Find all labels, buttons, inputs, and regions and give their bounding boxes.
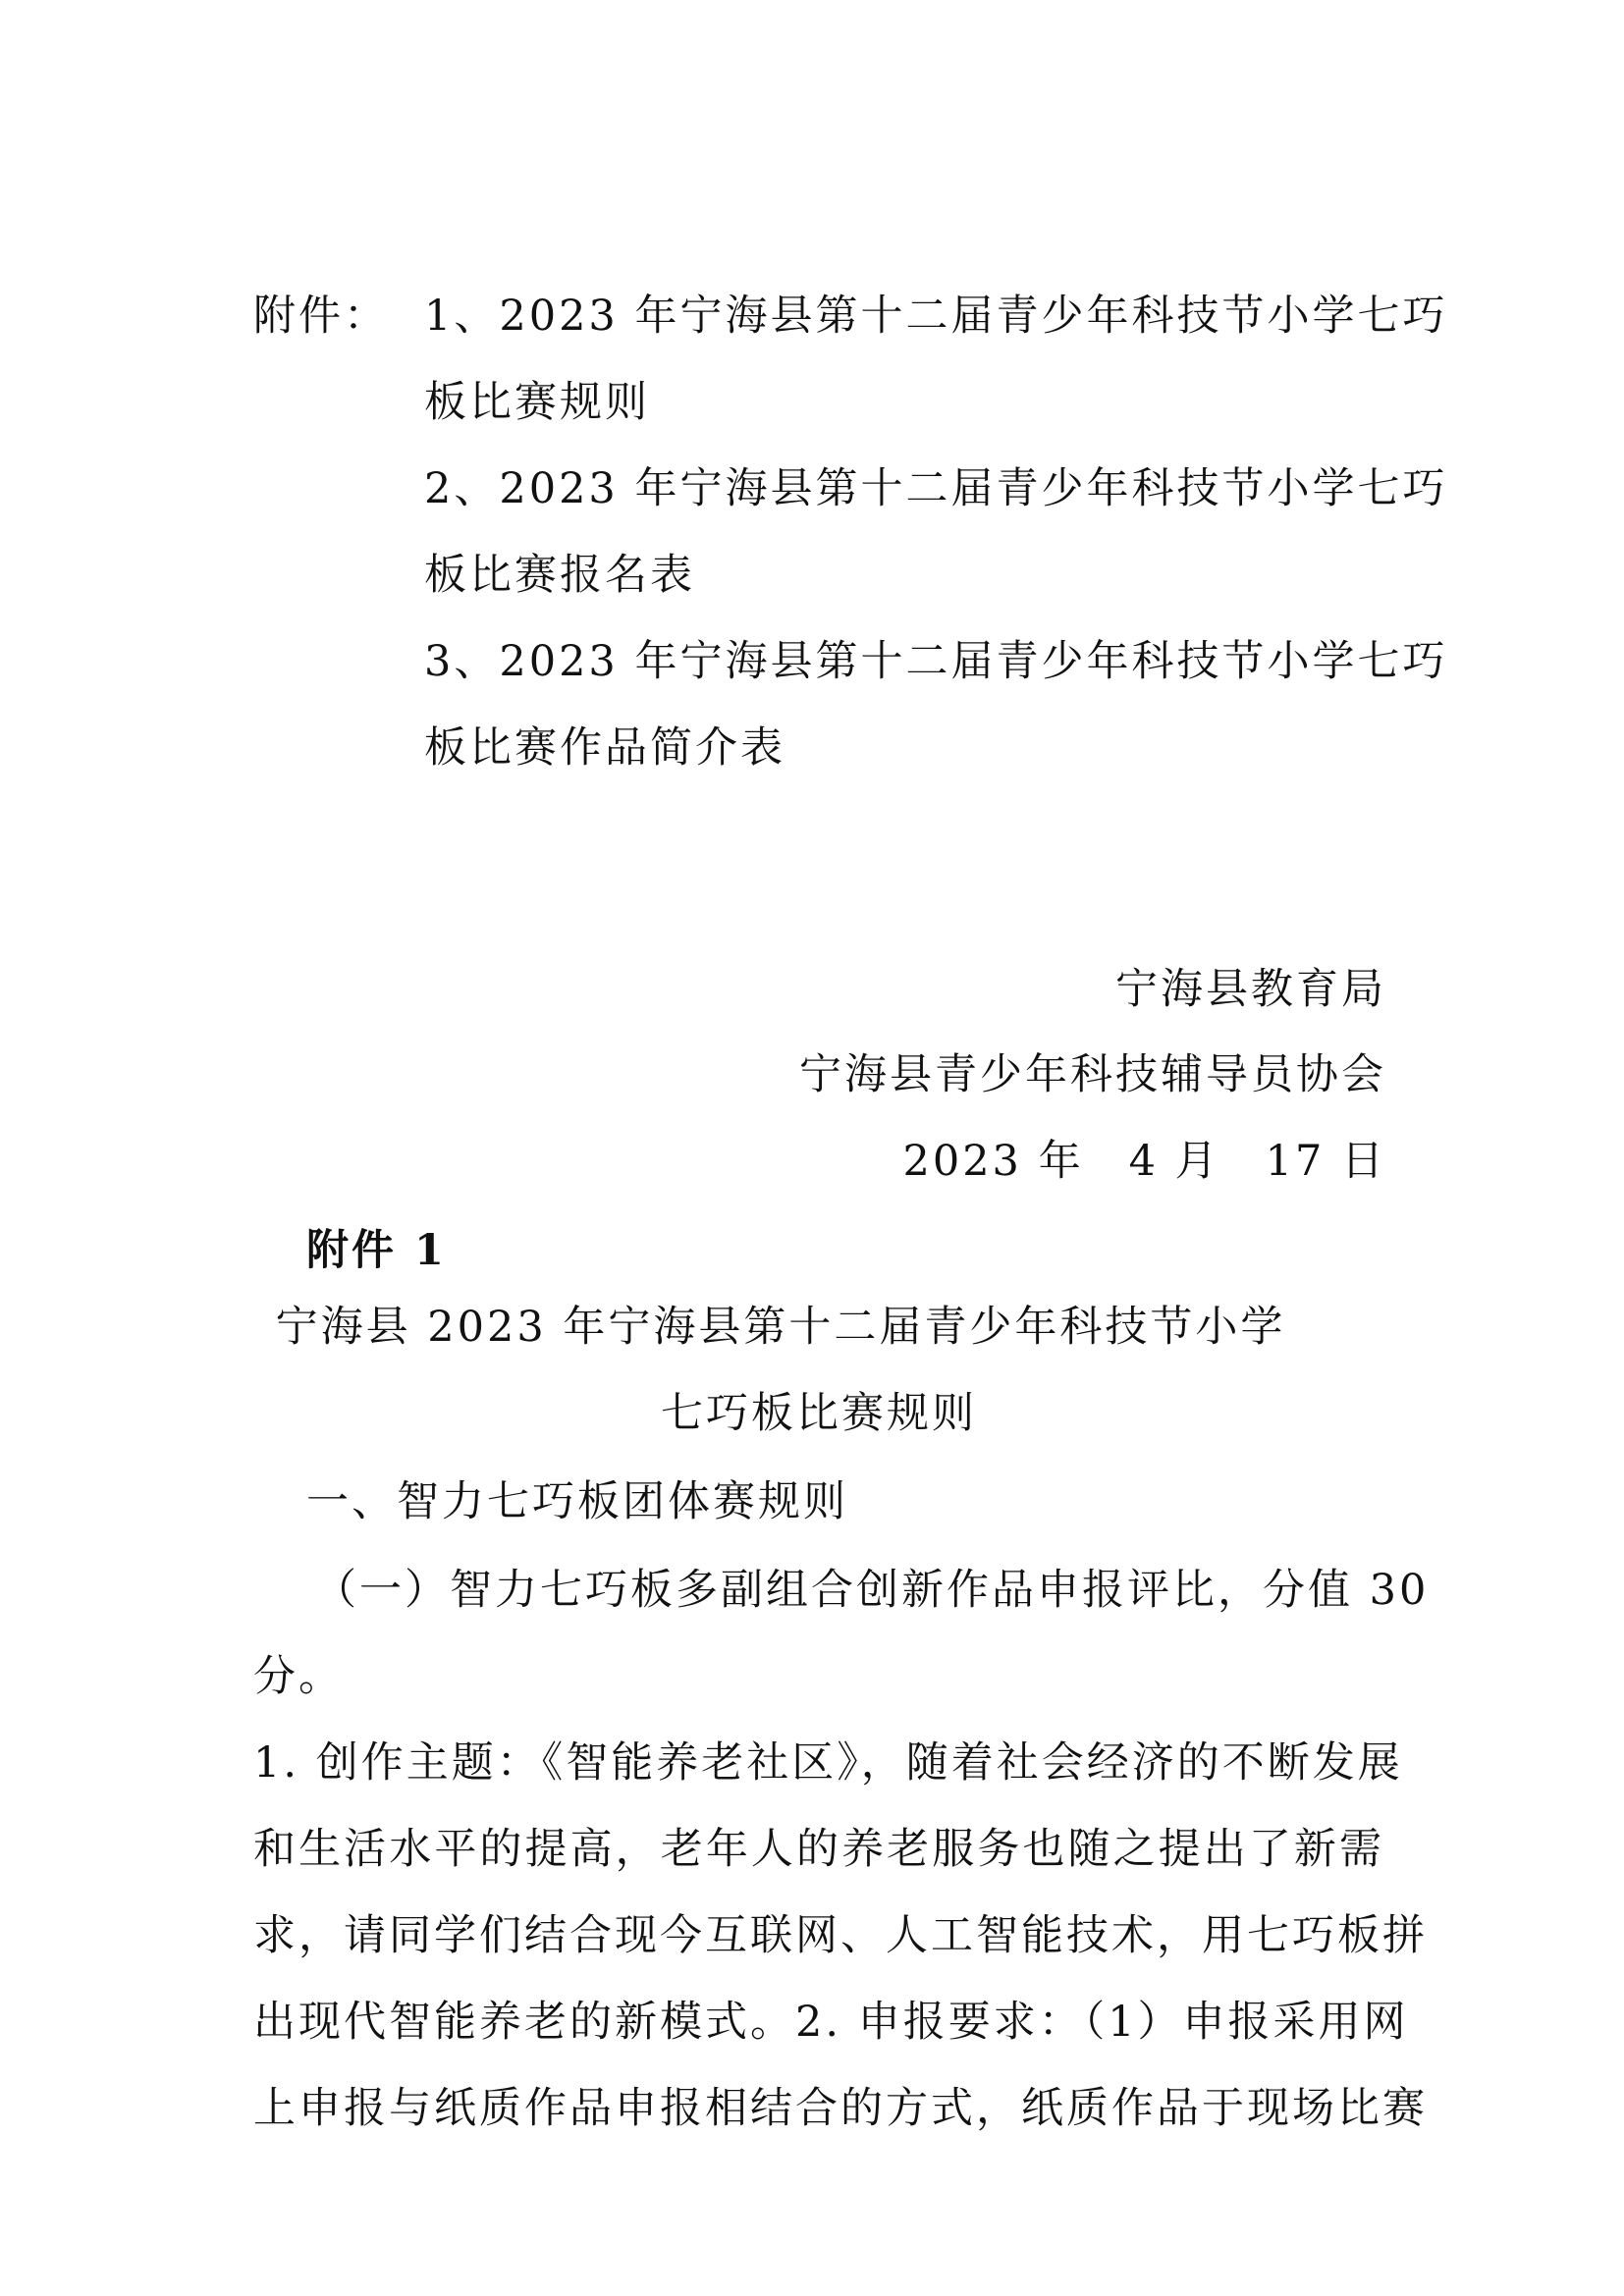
signature-date: 2023 年 4 月 17 日	[902, 1137, 1386, 1186]
annex-label: 附件 1	[306, 1226, 447, 1275]
signature-org-association: 宁海县青少年科技辅导员协会	[799, 1050, 1386, 1099]
section-heading-1: 一、智力七巧板团体赛规则	[306, 1477, 848, 1526]
attachment-item-1-line2: 板比赛规则	[424, 378, 650, 427]
body-line-5: 上申报与纸质作品申报相结合的方式，纸质作品于现场比赛	[253, 2084, 1428, 2133]
attachment-item-2-line2: 板比赛报名表	[424, 551, 695, 600]
subsection-1-line1: （一）智力七巧板多副组合创新作品申报评比，分值 30	[314, 1566, 1430, 1615]
body-line-3: 求，请同学们结合现今互联网、人工智能技术，用七巧板拼	[253, 1911, 1428, 1960]
attachment-item-2-line1: 2、2023 年宁海县第十二届青少年科技节小学七巧	[424, 464, 1448, 513]
body-line-4: 出现代智能养老的新模式。2. 申报要求：（1）申报采用网	[253, 1998, 1409, 2047]
annex-title-line2: 七巧板比赛规则	[661, 1389, 977, 1438]
signature-org-education-bureau: 宁海县教育局	[1115, 965, 1386, 1014]
body-line-2: 和生活水平的提高，老年人的养老服务也随之提出了新需	[253, 1825, 1384, 1874]
attachments-label: 附件：	[253, 292, 389, 341]
attachment-item-3-line2: 板比赛作品简介表	[424, 723, 785, 773]
attachment-item-3-line1: 3、2023 年宁海县第十二届青少年科技节小学七巧	[424, 637, 1448, 686]
subsection-1-line2: 分。	[253, 1652, 344, 1701]
body-line-1: 1. 创作主题：《智能养老社区》，随着社会经济的不断发展	[253, 1738, 1403, 1788]
annex-title-line1: 宁海县 2023 年宁海县第十二届青少年科技节小学	[275, 1303, 1286, 1352]
attachment-item-1-line1: 1、2023 年宁海县第十二届青少年科技节小学七巧	[424, 292, 1448, 341]
